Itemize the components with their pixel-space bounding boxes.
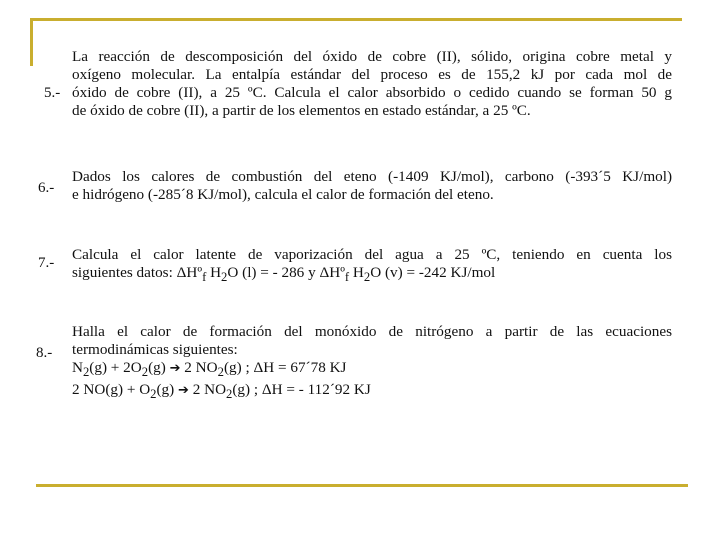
exercise-6-text: [72, 168, 672, 204]
exercise-5-line-1: La reacción de descomposición del óxido de cobre (II), sólido, origina cobre metal y: [72, 48, 672, 65]
bottom-accent-bar: [36, 484, 688, 487]
exercise-7-line-2: siguientes datos: ΔHº$_f$ $H_2O$ (l) = - 286 y ΔHº$_f$ $H_2O$ (v) = -242 KJ/mol: [72, 264, 496, 285]
exercise-5-text: [72, 48, 672, 120]
exercise-6-number: 6.-: [38, 180, 55, 196]
left-accent-bar: [30, 18, 33, 66]
exercise-6-line-1: Dados los calores de combustión del eteno (-1409 KJ/mol), carbono (-393´5 KJ/mol): [72, 168, 672, 185]
exercise-8-equation-2: 2 $NO(g) + O_2(g)$ ➔ 2 $NO_2(g)$ ; ΔH = - 112´92 KJ: [72, 381, 371, 402]
exercise-8-number: 8.-: [36, 345, 53, 361]
exercise-7-number: 7.-: [38, 255, 55, 271]
arrow-right-icon: ➔: [178, 383, 189, 399]
arrow-right-icon: ➔: [169, 361, 181, 376]
exercise-7-line-1: Calcula el calor latente de vaporización del agua a 25 ºC, teniendo en cuenta los: [72, 246, 672, 263]
exercise-8-line-1: Halla el calor de formación del monóxido de nitrógeno a partir de las ecuaciones: [72, 323, 672, 340]
exercise-6-line-2: e hidrógeno (-285´8 KJ/mol), calcula el calor de formación del eteno.: [72, 186, 494, 203]
exercise-8-line-2: termodinámicas siguientes:: [72, 341, 238, 358]
exercise-8-equation-1: $N_2(g) + 2O_2(g)$ ➔ 2 $NO_2(g)$ ; ΔH = 67´78 KJ: [72, 359, 347, 380]
exercise-8-text: [72, 323, 672, 403]
exercise-5-line-3: óxido de cobre (II), a 25 ºC. Calcula el calor absorbido o cedido cuando se forman 50 g: [72, 84, 672, 101]
exercise-5-number: 5.-: [44, 85, 61, 101]
top-accent-bar: [30, 18, 682, 21]
exercise-5-line-4: de óxido de cobre (II), a partir de los elementos en estado estándar, a 25 ºC.: [72, 102, 531, 119]
exercise-7-text: [72, 246, 672, 286]
exercise-5-line-2: oxígeno molecular. La entalpía estándar del proceso es de 155,2 kJ por cada mol de: [72, 66, 672, 83]
